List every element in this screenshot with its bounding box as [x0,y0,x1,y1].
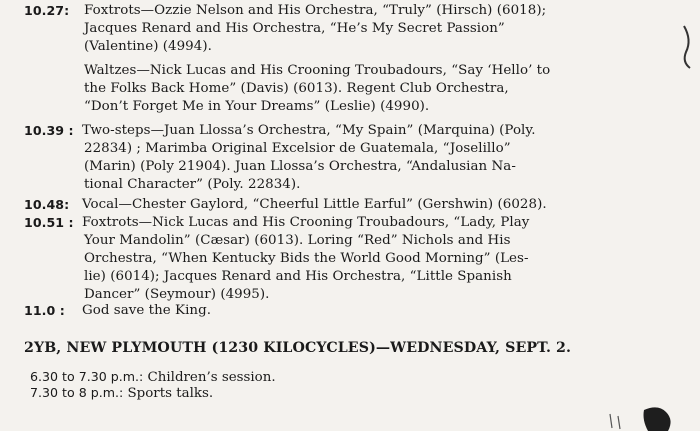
entry-line: lie) (6014); Jacques Renard and His Orchestra, “Little Spanish [84,269,512,284]
schedule-item: Sports talks. [127,386,214,401]
entry-time: 11.0 : [24,303,65,318]
scan-speck-mark [606,412,626,430]
schedule-row [30,384,213,403]
entry-line: Vocal—Chester Gaylord, “Cheerful Little Earful” (Gershwin) (6028). [82,197,547,212]
ink-blot-mark [640,404,680,431]
entry-line: God save the King. [82,303,212,318]
entry-line: Jacques Renard and His Orchestra, “He’s My Secret Passion” [84,21,505,36]
entry-line: “Don’t Forget Me in Your Dreams” (Leslie) (4990). [84,99,430,114]
entry-line: Two-steps—Juan Llossa’s Orchestra, “My Spain” (Marquina) (Poly. [82,123,536,138]
entry-time: 10.48: [24,197,70,212]
schedule-time: 6.30 to 7.30 p.m.: [30,369,144,384]
entry-time: 10.39 : [24,123,74,138]
entry-line: Foxtrots—Ozzie Nelson and His Orchestra, “Truly” (Hirsch) (6018); [84,3,547,18]
entry-line: Dancer” (Seymour) (4995). [84,287,270,302]
scan-edge-mark [678,22,700,72]
schedule-time: 7.30 to 8 p.m.: [30,385,124,400]
entry-line: tional Character” (Poly. 22834). [84,177,301,192]
entry-line: Foxtrots—Nick Lucas and His Crooning Troubadours, “Lady, Play [82,215,530,230]
entry-line: the Folks Back Home” (Davis) (6013). Regent Club Orchestra, [84,81,509,96]
entry-line: (Marin) (Poly 21904). Juan Llossa’s Orchestra, “Andalusian Na- [84,159,516,174]
entry-line: (Valentine) (4994). [84,39,212,54]
entry-line: Orchestra, “When Kentucky Bids the World Good Morning” (Les- [84,251,529,266]
schedule-item: Children’s session. [147,370,276,385]
entry-line: Waltzes—Nick Lucas and His Crooning Troubadours, “Say ‘Hello’ to [84,63,551,78]
entry-time: 10.51 : [24,215,74,230]
entry-time: 10.27: [24,3,70,18]
entry-line: Your Mandolin” (Cæsar) (6013). Loring “Red” Nichols and His [84,233,511,248]
entry-line: 22834) ; Marimba Original Excelsior de Guatemala, “Joselillo” [84,141,511,156]
station-heading: 2YB, NEW PLYMOUTH (1230 KILOCYCLES)—WEDNESDAY, SEPT. 2. [24,340,572,356]
